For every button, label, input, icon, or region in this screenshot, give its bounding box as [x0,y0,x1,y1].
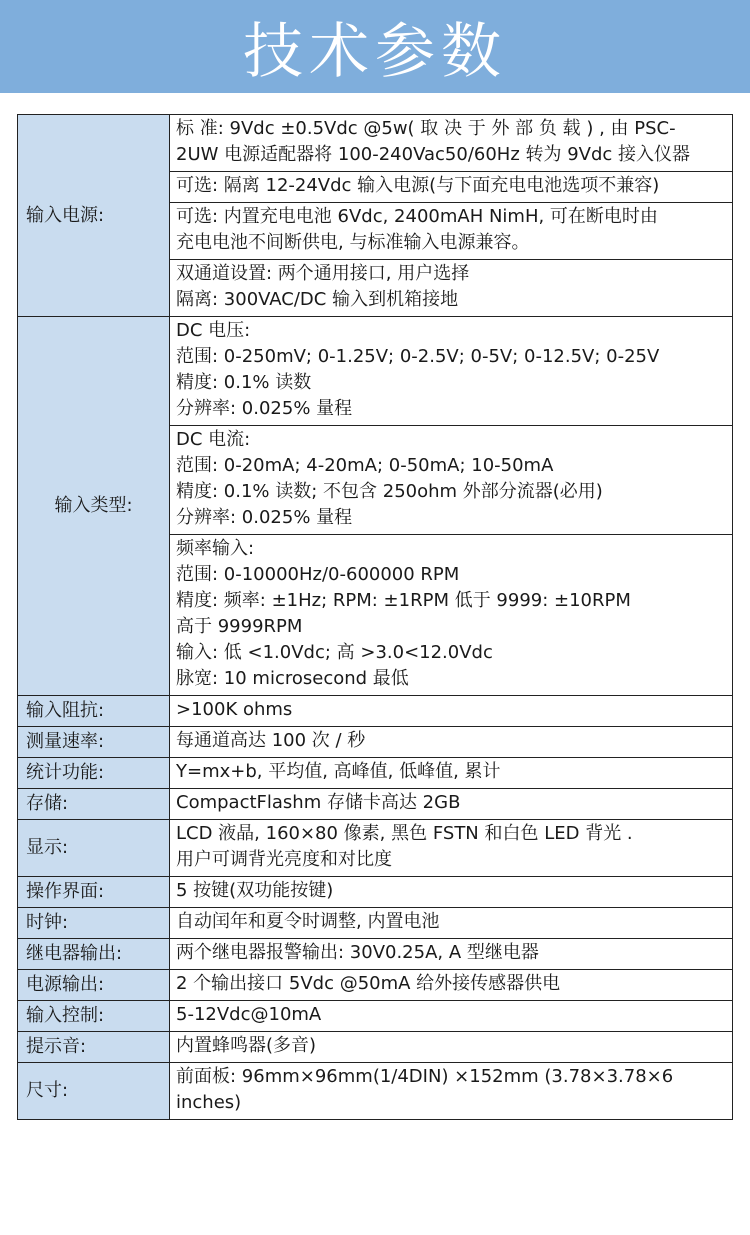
spec-row [18,1063,733,1120]
spec-value-line: Y=mx+b, 平均值, 高峰值, 低峰值, 累计 [176,761,501,782]
spec-value-line: 精度: 0.1% 读数; 不包含 250ohm 外部分流器(必用) [176,481,603,502]
spec-value-line: 分辨率: 0.025% 量程 [176,398,353,419]
spec-value-line: 每通道高达 100 次 / 秒 [176,730,366,751]
spec-row [18,908,733,939]
spec-row [18,115,733,172]
spec-label: 输入控制: [18,1001,170,1032]
spec-value-line: 精度: 频率: ±1Hz; RPM: ±1RPM 低于 9999: ±10RPM [176,590,631,611]
spec-label: 统计功能: [18,758,170,789]
spec-row [18,696,733,727]
spec-value-cell [170,877,733,908]
spec-value-cell [170,172,733,203]
spec-value-line: >100K ohms [176,699,293,720]
spec-row [18,727,733,758]
spec-row [18,939,733,970]
spec-value-cell [170,789,733,820]
spec-value-line: 自动闰年和夏令时调整, 内置电池 [176,911,440,932]
spec-value-cell [170,696,733,727]
page-title: 技术参数 [243,16,507,87]
spec-value-cell [170,1001,733,1032]
spec-value-cell [170,1063,733,1120]
spec-value-line: 两个继电器报警输出: 30V0.25A, A 型继电器 [176,942,539,963]
spec-label: 输入阻抗: [18,696,170,727]
spec-label: 输入电源: [18,115,170,317]
spec-value-line: 分辨率: 0.025% 量程 [176,507,353,528]
spec-value-line: DC 电压: [176,320,251,341]
spec-row [18,317,733,426]
spec-value-line: 双通道设置: 两个通用接口, 用户选择 [176,263,470,284]
spec-row [18,877,733,908]
spec-value-cell [170,426,733,535]
spec-value-cell [170,820,733,877]
spec-value-line: inches) [176,1092,242,1113]
spec-label: 时钟: [18,908,170,939]
spec-value-cell [170,970,733,1001]
spec-value-line: 脉宽: 10 microsecond 最低 [176,668,409,689]
spec-value-cell [170,908,733,939]
spec-value-line: CompactFlashm 存储卡高达 2GB [176,792,461,813]
spec-value-line: 频率输入: [176,538,255,559]
spec-row [18,970,733,1001]
spec-row [18,820,733,877]
spec-value-line: 5-12Vdc@10mA [176,1004,322,1025]
spec-label: 操作界面: [18,877,170,908]
spec-value-cell [170,535,733,696]
spec-row [18,789,733,820]
spec-value-line: 前面板: 96mm×96mm(1/4DIN) ×152mm (3.78×3.78×6 [176,1066,674,1087]
spec-value-line: 5 按键(双功能按键) [176,880,334,901]
spec-value-line: 2UW 电源适配器将 100-240Vac50/60Hz 转为 9Vdc 接入仪器 [176,144,691,165]
spec-value-cell [170,727,733,758]
spec-value-line: 隔离: 300VAC/DC 输入到机箱接地 [176,289,459,310]
spec-label: 测量速率: [18,727,170,758]
spec-label: 电源输出: [18,970,170,1001]
spec-value-line: 范围: 0-10000Hz/0-600000 RPM [176,564,460,585]
spec-value-cell [170,203,733,260]
spec-value-line: 输入: 低 <1.0Vdc; 高 >3.0<12.0Vdc [176,642,493,663]
spec-label: 继电器输出: [18,939,170,970]
spec-value-line: 精度: 0.1% 读数 [176,372,312,393]
spec-value-line: DC 电流: [176,429,251,450]
spec-row [18,1032,733,1063]
title-banner [0,0,750,93]
spec-value-line: LCD 液晶, 160×80 像素, 黑色 FSTN 和白色 LED 背光 . [176,823,633,844]
spec-table-body [18,115,733,1120]
spec-value-line: 用户可调背光亮度和对比度 [176,849,392,870]
spec-label: 存储: [18,789,170,820]
spec-value-cell [170,260,733,317]
spec-value-line: 2 个输出接口 5Vdc @50mA 给外接传感器供电 [176,973,561,994]
spec-value-line: 可选: 隔离 12-24Vdc 输入电源(与下面充电电池选项不兼容) [176,175,660,196]
spec-value-cell [170,939,733,970]
spec-value-line: 可选: 内置充电电池 6Vdc, 2400mAH NimH, 可在断电时由 [176,206,658,227]
spec-label: 显示: [18,820,170,877]
spec-label: 提示音: [18,1032,170,1063]
spec-value-cell [170,317,733,426]
spec-value-line: 范围: 0-250mV; 0-1.25V; 0-2.5V; 0-5V; 0-12.5V; 0-25V [176,346,660,367]
spec-row [18,1001,733,1032]
spec-value-cell [170,1032,733,1063]
spec-value-line: 标 准: 9Vdc ±0.5Vdc @5w( 取 决 于 外 部 负 载 ) , 由 PSC- [176,118,676,139]
spec-value-line: 充电电池不间断供电, 与标准输入电源兼容。 [176,232,530,253]
spec-label: 输入类型: [18,317,170,696]
spec-value-cell [170,758,733,789]
spec-label: 尺寸: [18,1063,170,1120]
spec-value-cell [170,115,733,172]
spec-table [17,114,733,1120]
spec-value-line: 高于 9999RPM [176,616,303,637]
spec-value-line: 内置蜂鸣器(多音) [176,1035,317,1056]
spec-row [18,758,733,789]
spec-value-line: 范围: 0-20mA; 4-20mA; 0-50mA; 10-50mA [176,455,554,476]
